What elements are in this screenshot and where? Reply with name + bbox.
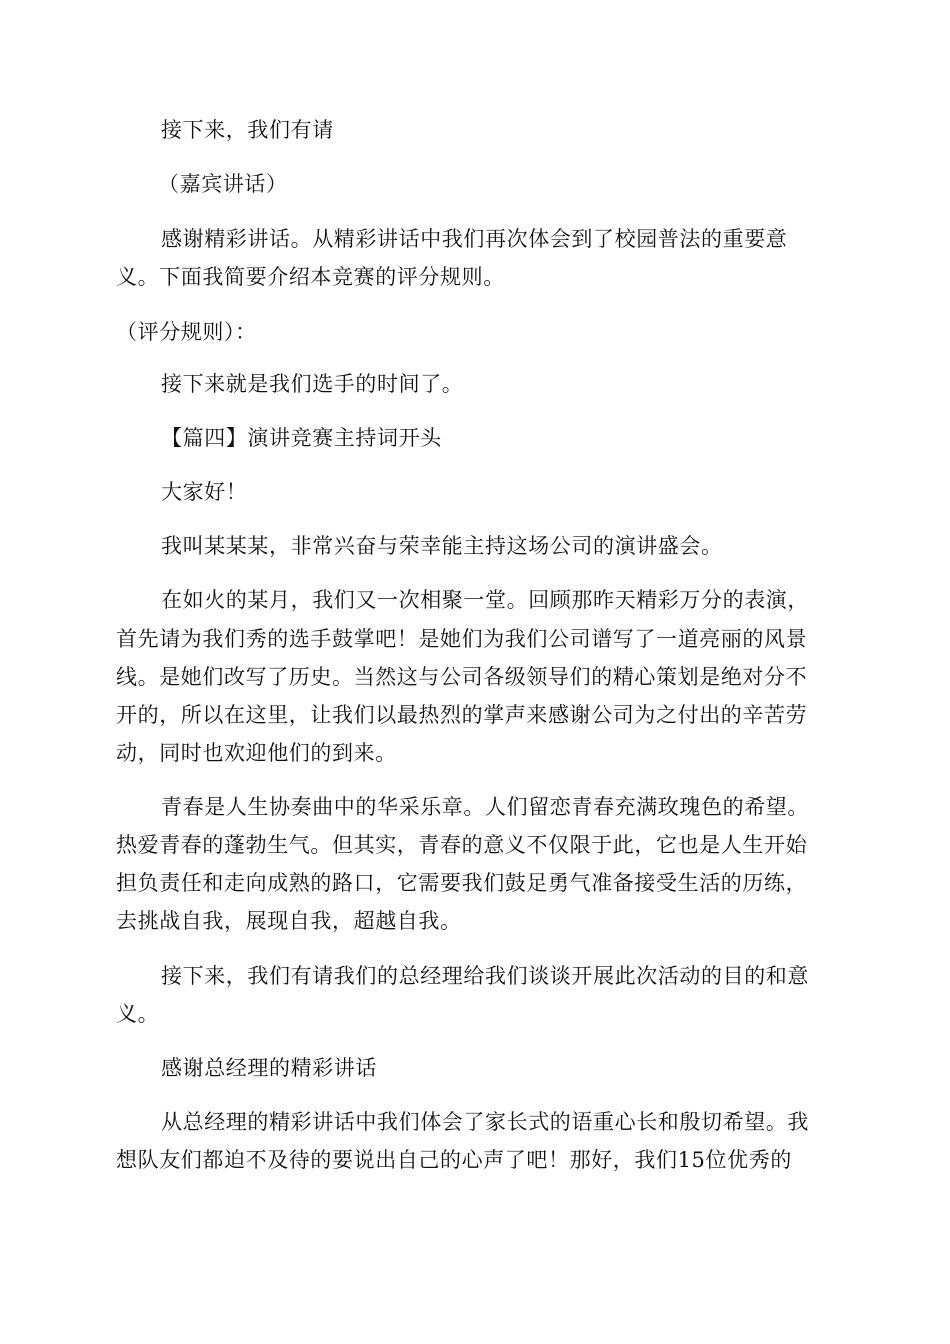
paragraph-line: 从总经理的精彩讲话中我们体会了家长式的语重心长和殷切希望。我 <box>161 1110 809 1134</box>
paragraph-line: 我叫某某某，非常兴奋与荣幸能主持这场公司的演讲盛会。 <box>161 534 723 558</box>
paragraph-line: 开的，所以在这里，让我们以最热烈的掌声来感谢公司为之付出的辛苦劳 <box>116 703 808 727</box>
paragraph-line: 热爱青春的蓬勃生气。但其实，青春的意义不仅限于此，它也是人生开始 <box>116 833 808 857</box>
paragraph-line: 线。是她们改写了历史。当然这与公司各级领导们的精心策划是绝对分不 <box>116 665 808 689</box>
paragraph-line: （嘉宾讲话） <box>158 172 288 196</box>
paragraph-line: 感谢精彩讲话。从精彩讲话中我们再次体会到了校园普法的重要意 <box>161 227 788 251</box>
paragraph-line: 去挑战自我，展现自我，超越自我。 <box>116 909 462 933</box>
paragraph-line: 义。下面我简要介绍本竞赛的评分规则。 <box>116 265 505 289</box>
paragraph-line: 动，同时也欢迎他们的到来。 <box>116 741 397 765</box>
paragraph-line: 感谢总经理的精彩讲话 <box>161 1056 377 1080</box>
paragraph-line: 接下来，我们有请 <box>161 118 334 142</box>
paragraph-line: 接下来就是我们选手的时间了。 <box>161 372 464 396</box>
paragraph-line: 义。 <box>116 1002 160 1026</box>
paragraph-line: 青春是人生协奏曲中的华采乐章。人们留恋青春充满玫瑰色的希望。 <box>161 795 809 819</box>
paragraph-line: 想队友们都迫不及待的要说出自己的心声了吧！那好，我们15位优秀的 <box>116 1148 792 1172</box>
paragraph-line: （评分规则）： <box>116 320 257 344</box>
paragraph-line: 在如火的某月，我们又一次相聚一堂。回顾那昨天精彩万分的表演， <box>161 588 809 612</box>
section-heading: 【篇四】演讲竞赛主持词开头 <box>161 426 442 450</box>
paragraph-line: 首先请为我们秀的选手鼓掌吧！是她们为我们公司谱写了一道亮丽的风景 <box>116 627 808 651</box>
paragraph-line: 接下来，我们有请我们的总经理给我们谈谈开展此次活动的目的和意 <box>161 964 809 988</box>
paragraph-line: 担负责任和走向成熟的路口，它需要我们鼓足勇气准备接受生活的历练， <box>116 871 808 895</box>
paragraph-line: 大家好！ <box>161 480 248 504</box>
